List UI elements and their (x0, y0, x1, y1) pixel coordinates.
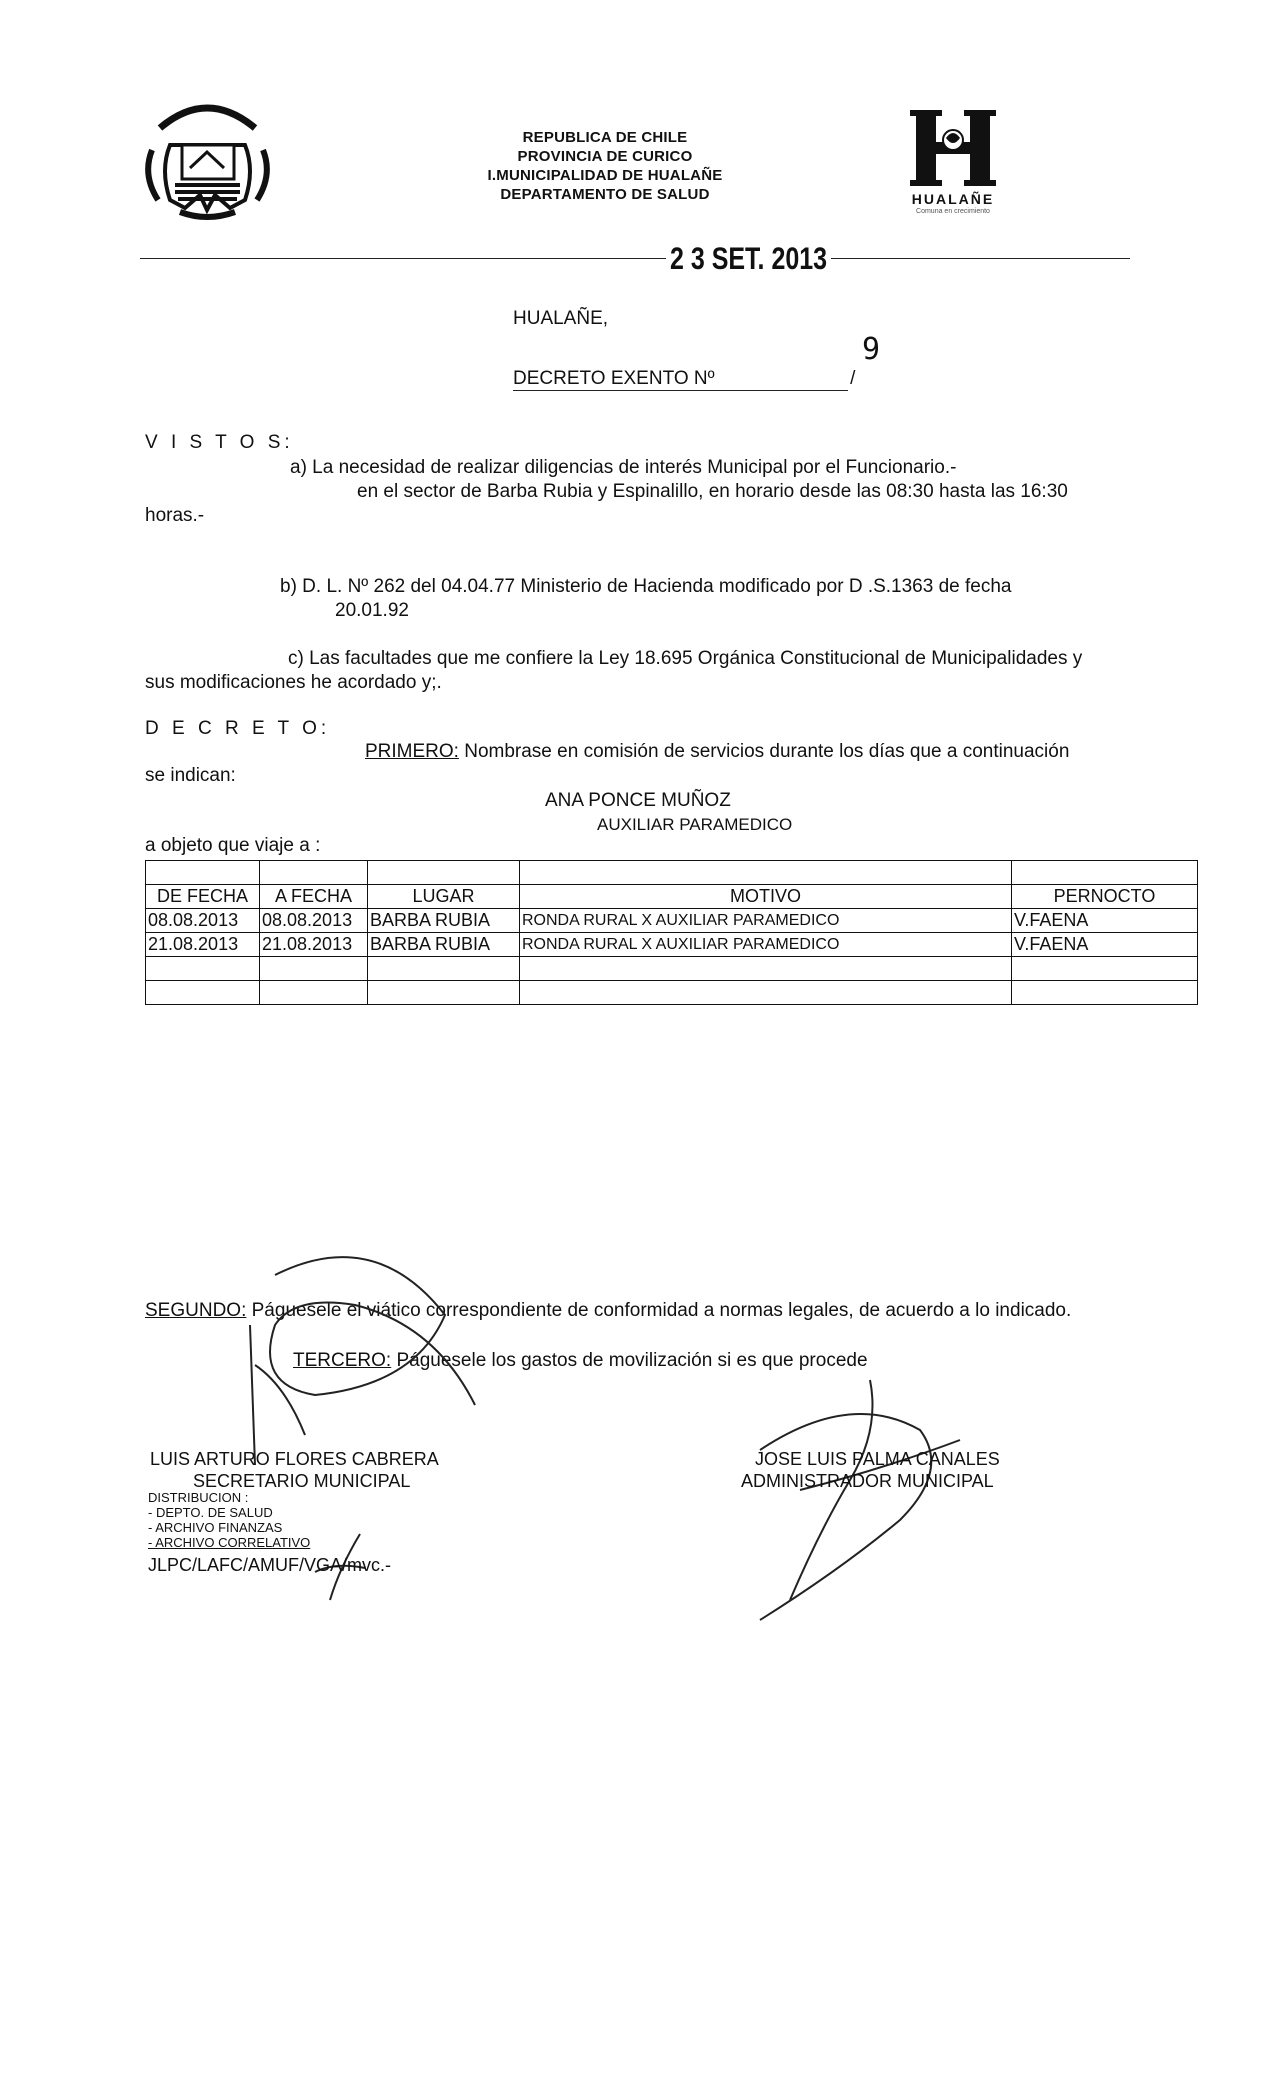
segundo-line (145, 1300, 1071, 1322)
tercero-text: Páguesele los gastos de movilización si es que procede (391, 1350, 868, 1371)
cell-empty (260, 957, 368, 981)
decree-label-line (513, 368, 855, 390)
vistos-c-line1: c) Las facultades que me confiere la Ley 18.695 Orgánica Constitucional de Municipalidades y (288, 648, 1083, 669)
segundo-label: SEGUNDO: (145, 1300, 247, 1321)
hualane-logo (898, 108, 1008, 223)
header-block (440, 128, 770, 204)
vistos-a-line3: horas.- (145, 505, 205, 526)
header-line-department: DEPARTAMENTO DE SALUD (500, 186, 710, 203)
cell-lugar: BARBA RUBIA (368, 909, 520, 933)
cell-empty (520, 957, 1012, 981)
table-row (146, 981, 1198, 1005)
distribution-block (148, 1490, 310, 1550)
employee-name: ANA PONCE MUÑOZ (545, 790, 731, 811)
distribution-item: - ARCHIVO FINANZAS (148, 1520, 283, 1535)
hualane-h-logo-icon (908, 108, 998, 188)
distribution-item: - ARCHIVO CORRELATIVO (148, 1535, 311, 1550)
cell-empty (1012, 957, 1198, 981)
header-line-municipality: I.MUNICIPALIDAD DE HUALAÑE (487, 167, 723, 184)
header-rule (140, 258, 1130, 259)
vistos-a-line2: en el sector de Barba Rubia y Espinalillo, en horario desde las 08:30 hasta las 16:30 (357, 481, 1068, 502)
municipal-coat-of-arms (140, 90, 275, 225)
header-line-country: REPUBLICA DE CHILE (522, 129, 688, 146)
cell-a-fecha: 08.08.2013 (260, 909, 368, 933)
initials-line: JLPC/LAFC/AMUF/VGA/mvc.- (148, 1555, 392, 1575)
vistos-b-line2: 20.01.92 (335, 600, 409, 621)
vistos-c-line2: sus modificaciones he acordado y;. (145, 672, 442, 693)
right-signatory-title: ADMINISTRADOR MUNICIPAL (741, 1471, 994, 1491)
decree-underline (513, 390, 848, 391)
employee-role: AUXILIAR PARAMEDICO (597, 815, 793, 834)
table-row (146, 909, 1198, 933)
decree-slash: / (850, 368, 856, 389)
decree-label: DECRETO EXENTO Nº (513, 368, 715, 389)
cell-empty (146, 957, 260, 981)
right-signature (700, 1370, 980, 1630)
cell-de-fecha: 08.08.2013 (146, 909, 260, 933)
col-motivo: MOTIVO (520, 885, 1012, 909)
decree-number-handwritten: 9 (862, 332, 881, 367)
cell-motivo: RONDA RURAL X AUXILIAR PARAMEDICO (520, 933, 1012, 957)
segundo-text: Páguesele el viático correspondiente de conformidad a normas legales, de acuerdo a lo indicado. (246, 1300, 1072, 1321)
place: HUALAÑE, (513, 308, 609, 329)
distribution-title: DISTRIBUCION : (148, 1490, 249, 1505)
primero-label: PRIMERO: (365, 741, 459, 762)
date-stamp: 2 3 SET. 2013 (666, 241, 831, 277)
cell-motivo: RONDA RURAL X AUXILIAR PARAMEDICO (520, 909, 1012, 933)
cell-empty (368, 957, 520, 981)
cell-lugar: BARBA RUBIA (368, 933, 520, 957)
primero-line (365, 741, 1069, 763)
tercero-line (293, 1350, 868, 1372)
col-de-fecha: DE FECHA (146, 885, 260, 909)
table-row (146, 957, 1198, 981)
primero-line2: se indican: (145, 765, 236, 786)
decreto-heading: D E C R E T O: (145, 718, 331, 739)
col-pernocto: PERNOCTO (1012, 885, 1198, 909)
col-a-fecha: A FECHA (260, 885, 368, 909)
tercero-label: TERCERO: (293, 1350, 392, 1371)
primero-text: Nombrase en comisión de servicios durante los días que a continuación (458, 741, 1070, 762)
left-signatory-name: LUIS ARTURO FLORES CABRERA (150, 1449, 439, 1469)
left-signatory-title: SECRETARIO MUNICIPAL (193, 1471, 411, 1491)
header-line-province: PROVINCIA DE CURICO (517, 148, 693, 165)
vistos-heading: V I S T O S: (145, 432, 294, 453)
cell-de-fecha: 21.08.2013 (146, 933, 260, 957)
table-row (146, 933, 1198, 957)
right-signatory (741, 1448, 1000, 1492)
distribution-item: - DEPTO. DE SALUD (148, 1505, 273, 1520)
vistos-b-line1: b) D. L. Nº 262 del 04.04.77 Ministerio de Hacienda modificado por D .S.1363 de fecha (280, 576, 1012, 597)
table-header-row (146, 885, 1198, 909)
logo-tagline: Comuna en crecimiento (916, 208, 990, 215)
cell-pernocto: V.FAENA (1012, 909, 1198, 933)
col-lugar: LUGAR (368, 885, 520, 909)
cell-pernocto: V.FAENA (1012, 933, 1198, 957)
cell-a-fecha: 21.08.2013 (260, 933, 368, 957)
right-signatory-name: JOSE LUIS PALMA CANALES (755, 1449, 1000, 1469)
vistos-a-line1: a) La necesidad de realizar diligencias de interés Municipal por el Funcionario.- (290, 457, 957, 478)
travel-table (145, 860, 1198, 1005)
table-spacer-row (146, 861, 1198, 885)
objeto-line: a objeto que viaje a : (145, 835, 321, 856)
municipal-coat-of-arms-icon (140, 90, 275, 225)
left-signatory (150, 1448, 439, 1492)
logo-name: HUALAÑE (911, 191, 995, 207)
